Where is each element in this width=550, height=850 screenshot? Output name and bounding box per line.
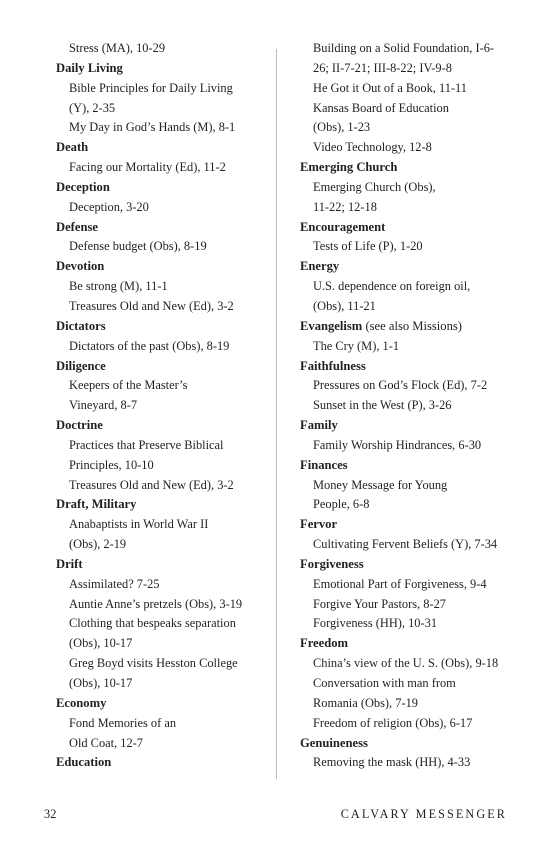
index-entry [300, 575, 515, 595]
index-heading [300, 555, 515, 575]
index-entry [56, 99, 266, 119]
heading-text: Forgiveness [300, 556, 364, 571]
index-entry [56, 734, 266, 754]
index-column-left [56, 39, 266, 773]
index-entry [56, 714, 266, 734]
entry-text: Emotional Part of Forgiveness, 9-4 [313, 576, 487, 591]
entry-text: Dictators of the past (Obs), 8-19 [69, 338, 230, 353]
see-also-note: (see also Missions) [365, 318, 462, 333]
index-heading [300, 218, 515, 238]
heading-text: Doctrine [56, 418, 103, 433]
entry-text: Be strong (M), 11-1 [69, 279, 168, 294]
index-entry [56, 297, 266, 317]
heading-text: Fervor [300, 517, 338, 532]
index-column-right [300, 39, 515, 773]
index-entry [56, 198, 266, 218]
index-entry [56, 515, 266, 535]
index-entry [56, 436, 266, 456]
entry-text: Emerging Church (Obs), [313, 179, 436, 194]
heading-text: Finances [300, 457, 348, 472]
index-heading [300, 515, 515, 535]
index-entry [300, 694, 515, 714]
index-entry [56, 456, 266, 476]
heading-text: Defense [56, 219, 98, 234]
heading-text: Diligence [56, 358, 106, 373]
heading-text: Devotion [56, 259, 105, 274]
index-heading [56, 357, 266, 377]
entry-text: (Y), 2-35 [69, 100, 116, 115]
entry-text: Keepers of the Master’s [69, 378, 188, 393]
heading-text: Encouragement [300, 219, 386, 234]
index-heading [56, 257, 266, 277]
entry-text: Deception, 3-20 [69, 199, 149, 214]
column-divider [276, 49, 277, 779]
entry-text: Stress (MA), 10-29 [69, 41, 166, 55]
entry-text: Defense budget (Obs), 8-19 [69, 239, 207, 254]
entry-text: People, 6-8 [313, 497, 370, 512]
index-heading [56, 218, 266, 238]
index-heading [56, 138, 266, 158]
index-heading [56, 694, 266, 714]
index-entry [56, 237, 266, 257]
entry-text: Fond Memories of an [69, 715, 177, 730]
index-entry [300, 178, 515, 198]
index-entry [300, 237, 515, 257]
entry-text: My Day in God’s Hands (M), 8-1 [69, 120, 236, 135]
entry-text: Forgive Your Pastors, 8-27 [313, 596, 446, 611]
index-entry [300, 654, 515, 674]
entry-text: 11-22; 12-18 [313, 199, 377, 214]
index-entry [300, 99, 515, 119]
entry-text: Sunset in the West (P), 3-26 [313, 398, 452, 413]
entry-text: Vineyard, 8-7 [69, 398, 138, 413]
entry-text: Treasures Old and New (Ed), 3-2 [69, 477, 234, 492]
index-heading [300, 416, 515, 436]
page-number: 32 [44, 807, 57, 821]
entry-text: Facing our Mortality (Ed), 11-2 [69, 160, 226, 175]
index-heading [56, 178, 266, 198]
heading-text: Freedom [300, 636, 349, 651]
index-heading [56, 416, 266, 436]
index-entry [300, 39, 515, 59]
heading-text: Daily Living [56, 60, 123, 75]
entry-text: (Obs), 2-19 [69, 537, 127, 552]
index-entry [56, 277, 266, 297]
index-entry [56, 79, 266, 99]
entry-text: 26; II-7-21; III-8-22; IV-9-8 [313, 60, 452, 75]
index-heading [300, 734, 515, 754]
entry-text: Assimilated? 7-25 [69, 576, 160, 591]
index-entry [56, 634, 266, 654]
heading-text: Family [300, 418, 338, 433]
entry-text: Building on a Solid Foundation, I-6- [313, 41, 495, 55]
entry-text: He Got it Out of a Book, 11-11 [313, 80, 467, 95]
entry-text: Freedom of religion (Obs), 6-17 [313, 715, 473, 730]
index-entry [300, 337, 515, 357]
index-entry [300, 595, 515, 615]
entry-text: Money Message for Young [313, 477, 448, 492]
entry-text: (Obs), 1-23 [313, 120, 371, 135]
entry-text: Auntie Anne’s pretzels (Obs), 3-19 [69, 596, 243, 611]
index-entry [300, 535, 515, 555]
index-heading [56, 317, 266, 337]
entry-text: Family Worship Hindrances, 6-30 [313, 437, 482, 452]
index-heading [56, 495, 266, 515]
index-entry [300, 59, 515, 79]
heading-text: Deception [56, 179, 110, 194]
index-entry [300, 138, 515, 158]
index-entry [300, 753, 515, 773]
entry-text: Conversation with man from [313, 676, 456, 690]
heading-text: Emerging Church [300, 160, 398, 175]
index-entry [300, 118, 515, 138]
index-heading [300, 257, 515, 277]
index-entry [300, 614, 515, 634]
index-entry [300, 714, 515, 734]
index-entry [56, 337, 266, 357]
index-entry [56, 39, 266, 59]
heading-text: Education [56, 755, 112, 770]
index-entry [56, 595, 266, 615]
index-entry [300, 376, 515, 396]
entry-text: Greg Boyd visits Hesston College [69, 656, 238, 671]
index-entry [300, 198, 515, 218]
index-entry [300, 476, 515, 496]
index-heading [300, 634, 515, 654]
index-entry [300, 297, 515, 317]
index-heading [56, 753, 266, 773]
index-heading [56, 555, 266, 575]
publication-title: CALVARY MESSENGER [340, 807, 507, 821]
entry-text: Removing the mask (HH), 4-33 [313, 755, 471, 770]
index-entry [56, 575, 266, 595]
index-heading [300, 317, 515, 337]
index-entry [56, 158, 266, 178]
entry-text: Practices that Preserve Biblical [69, 437, 224, 452]
entry-text: Anabaptists in World War II [69, 517, 209, 532]
entry-text: Bible Principles for Daily Living [69, 80, 233, 95]
heading-text: Death [56, 140, 89, 155]
entry-text: Kansas Board of Education [313, 100, 449, 115]
entry-text: Romania (Obs), 7-19 [313, 695, 418, 710]
entry-text: Clothing that bespeaks separation [69, 616, 236, 631]
index-entry [56, 376, 266, 396]
entry-text: (Obs), 10-17 [69, 636, 133, 651]
index-entry [300, 436, 515, 456]
heading-text: Energy [300, 259, 340, 274]
entry-text: Cultivating Fervent Beliefs (Y), 7-34 [313, 537, 498, 552]
index-entry [56, 396, 266, 416]
index-entry [56, 118, 266, 138]
heading-text: Draft, Military [56, 497, 137, 512]
entry-text: Forgiveness (HH), 10-31 [313, 616, 438, 631]
entry-text: U.S. dependence on foreign oil, [313, 279, 471, 294]
heading-text: Drift [56, 556, 83, 571]
index-entry [56, 614, 266, 634]
index-heading [56, 59, 266, 79]
entry-text: (Obs), 10-17 [69, 676, 133, 690]
entry-text: Old Coat, 12-7 [69, 735, 143, 750]
index-entry [56, 654, 266, 674]
heading-text: Evangelism [300, 318, 363, 333]
entry-text: The Cry (M), 1-1 [313, 338, 400, 353]
index-entry [300, 674, 515, 694]
entry-text: Pressures on God’s Flock (Ed), 7-2 [313, 378, 488, 393]
index-entry [300, 79, 515, 99]
index-heading [300, 456, 515, 476]
index-entry [300, 495, 515, 515]
heading-text: Economy [56, 695, 107, 710]
entry-text: China’s view of the U. S. (Obs), 9-18 [313, 656, 499, 671]
index-entry [56, 674, 266, 694]
entry-text: Principles, 10-10 [69, 457, 154, 472]
index-entry [300, 396, 515, 416]
index-heading [300, 357, 515, 377]
index-entry [56, 476, 266, 496]
entry-text: Tests of Life (P), 1-20 [313, 239, 423, 254]
heading-text: Faithfulness [300, 358, 366, 373]
index-entry [300, 277, 515, 297]
heading-text: Genuineness [300, 735, 368, 750]
heading-text: Dictators [56, 318, 106, 333]
index-heading [300, 158, 515, 178]
entry-text: (Obs), 11-21 [313, 298, 376, 313]
entry-text: Treasures Old and New (Ed), 3-2 [69, 298, 234, 313]
index-entry [56, 535, 266, 555]
entry-text: Video Technology, 12-8 [313, 140, 432, 155]
